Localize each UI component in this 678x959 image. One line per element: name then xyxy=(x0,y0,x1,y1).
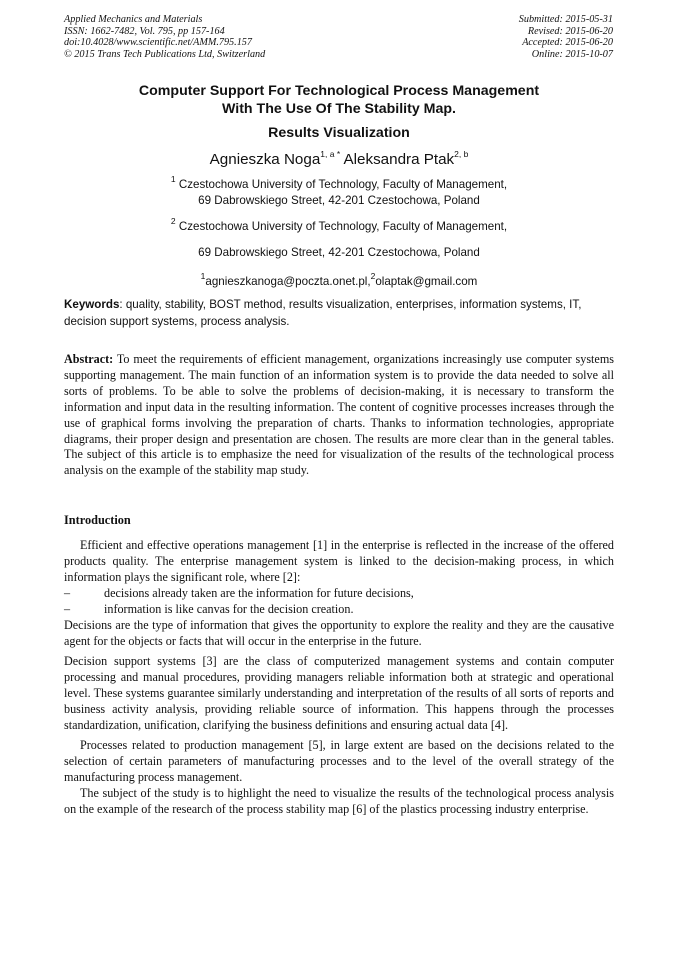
publication-dates xyxy=(519,14,613,60)
email-2: olaptak@gmail.com xyxy=(375,274,478,288)
affiliation-1-line-1 xyxy=(40,172,638,193)
introduction-heading: Introduction xyxy=(64,513,131,527)
keywords-section xyxy=(64,297,616,330)
author-2-marker: 2, b xyxy=(454,149,469,159)
email-1-marker: 1 xyxy=(200,270,206,281)
journal-info xyxy=(64,14,265,60)
email-2-marker: 2 xyxy=(370,270,376,281)
affiliation-1-text: Czestochowa University of Technology, Faculty of Management, xyxy=(178,177,508,191)
accepted-date: Accepted: 2015-06-20 xyxy=(522,37,613,49)
bullet-2-text: information is like canvas for the decision creation. xyxy=(104,602,354,616)
affiliation-1-line-2: 69 Dabrowskiego Street, 42-201 Czestochowa, Poland xyxy=(198,193,480,207)
intro-paragraph-2: Decisions are the type of information that gives the opportunity to explore the reality and they are the causative agent for the objects or facts that will occur in the enterprise in the future. xyxy=(64,618,614,648)
introduction-body xyxy=(64,537,614,817)
affiliation-2-text: Czestochowa University of Technology, Faculty of Management, xyxy=(178,219,508,233)
affiliation-2-line-2: 69 Dabrowskiego Street, 42-201 Czestochowa, Poland xyxy=(198,245,480,259)
keywords-label: Keywords xyxy=(64,298,120,311)
author-1-name: Agnieszka Noga xyxy=(209,151,321,169)
affiliation-2-line-1 xyxy=(40,214,638,235)
title-block xyxy=(40,82,638,290)
keywords-text: : quality, stability, BOST method, results visualization, enterprises, information systems, IT, decision support systems, process analysis. xyxy=(64,298,582,328)
list-item xyxy=(64,585,614,601)
doi-line: doi:10.4028/www.scientific.net/AMM.795.157 xyxy=(64,37,252,49)
paper-title-line-3: Results Visualization xyxy=(268,125,410,141)
paper-title-line-1: Computer Support For Technological Process Management xyxy=(138,83,540,99)
abstract-label: Abstract: xyxy=(64,352,114,366)
revised-date: Revised: 2015-06-20 xyxy=(527,25,613,37)
issn-line: ISSN: 1662-7482, Vol. 795, pp 157-164 xyxy=(64,25,225,37)
paper-title-line-2: With The Use Of The Stability Map. xyxy=(222,101,456,117)
bullet-1-text: decisions already taken are the information for future decisions, xyxy=(104,586,414,600)
list-item xyxy=(64,601,614,617)
author-2-name: Aleksandra Ptak xyxy=(343,151,455,169)
affiliation-1-marker: 1 xyxy=(170,174,176,185)
abstract-section xyxy=(64,352,614,479)
submitted-date: Submitted: 2015-05-31 xyxy=(518,14,613,25)
intro-paragraph-1: Efficient and effective operations management [1] in the enterprise is reflected in the increase of the offered products quality. The enterprise management system is linked to the decision-making process, in which information plays the significant role, where [2]: xyxy=(64,538,614,584)
email-line xyxy=(40,269,638,290)
copyright-line: © 2015 Trans Tech Publications Ltd, Switzerland xyxy=(64,48,266,60)
intro-paragraph-5: The subject of the study is to highlight the need to visualize the results of the technological process analysis on the example of the research of the process stability map [6] of the plastics processing industry enterprise. xyxy=(64,786,614,816)
journal-name: Applied Mechanics and Materials xyxy=(64,14,203,25)
bullet-dash: – xyxy=(64,586,71,600)
affiliation-2-marker: 2 xyxy=(170,215,176,226)
author-line xyxy=(40,145,638,170)
abstract-text: To meet the requirements of efficient management, organizations increasingly use computer systems supporting management. The main function of an information system is to provide the data needed to solve all sorts of problems. To be able to solve the problems of decision-making, it is necessary to transform the information and input data in the resulting information. The content of cognitive processes increases through the use of graphical forms involving the preparation of charts. Thanks to information technologies, appropriate diagrams, their proper design and presentation are chosen. The results are more clear than in the general tables. The subject of this article is to emphasize the need for visualization of the results of the technological process analysis on the example of the stability map study. xyxy=(64,352,614,478)
intro-paragraph-3: Decision support systems [3] are the class of computerized management systems and contain computer processing and manual procedures, providing managers reliable information both at strategic and operational level. These systems guarantee similarly understanding and interpretation of the results of all sorts of reports and business activity analysis, providing reliable source of information. This happens through the processes standardization, unification, clarifying the business definitions and ensuring actual data [4]. xyxy=(64,654,614,732)
email-1: agnieszkanoga@poczta.onet.pl, xyxy=(205,274,371,288)
online-date: Online: 2015-10-07 xyxy=(531,48,613,60)
author-1-marker: 1, a * xyxy=(320,149,341,159)
bullet-dash: – xyxy=(64,602,71,616)
intro-paragraph-4: Processes related to production management [5], in large extent are based on the decisions related to the selection of certain parameters of manufacturing processes and to the level of the overall strategy of the manufacturing process management. xyxy=(64,738,614,784)
